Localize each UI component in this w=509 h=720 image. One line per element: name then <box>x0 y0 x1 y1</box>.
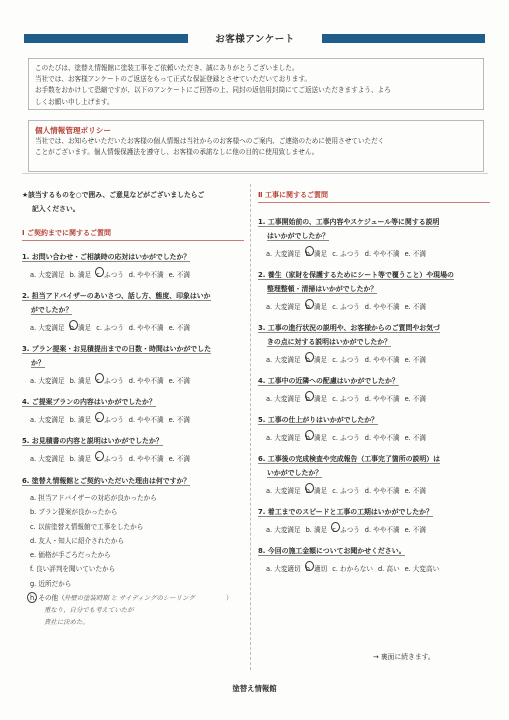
handwritten-note: 外壁の塗装時期 と サイディングのシーリング <box>64 594 195 603</box>
section-1-title: Ⅰ ご契約までに関するご質問 <box>22 229 112 237</box>
answer-option[interactable]: a. 大変満足 <box>266 303 301 311</box>
answer-option[interactable]: c. ふつう <box>96 324 124 332</box>
question-item <box>22 289 244 332</box>
answer-option[interactable]: e. 不満 <box>168 324 190 332</box>
question-item <box>258 321 490 364</box>
selection-circle-icon <box>305 430 314 440</box>
question-item <box>22 250 244 279</box>
header-bar-left <box>24 34 188 43</box>
selection-circle-icon <box>305 352 314 362</box>
question-text-wrap <box>258 215 490 243</box>
answer-options <box>22 453 244 463</box>
privacy-title: 個人情報管理ポリシー <box>35 126 111 135</box>
intro-box <box>28 58 484 110</box>
answer-option[interactable]: c. ふつう <box>332 303 360 311</box>
reason-item[interactable] <box>30 534 244 548</box>
answer-option[interactable]: c. ふつう <box>332 434 360 442</box>
answer-option[interactable]: e. 不満 <box>404 395 426 403</box>
answer-options <box>258 248 490 258</box>
selection-circle-icon <box>95 412 104 422</box>
answer-option[interactable]: d. やや不満 <box>364 487 400 495</box>
answer-option[interactable]: e. 大変高い <box>404 565 440 573</box>
question-text: 2. 養生（家財を保護するためにシート等で覆うこと）や現場の <box>258 271 454 279</box>
answer-option[interactable]: a. 大変満足 <box>30 377 65 385</box>
page-title: お客様アンケート <box>215 34 295 45</box>
answer-option[interactable]: d. やや不満 <box>364 250 400 258</box>
question-text: 4. ご提案プランの内容はいかがでしたか？ <box>22 398 156 406</box>
selection-circle-icon <box>305 561 314 571</box>
question-text: 5. 工事の仕上がりはいかがでしたか？ <box>258 416 379 424</box>
question-text: 2. 担当アドバイザーのあいさつ、話し方、態度、印象はいか <box>22 292 211 300</box>
selection-circle-icon <box>95 267 104 277</box>
question-text: 4. 工事中の近隣への配慮はいかがでしたか？ <box>258 377 399 385</box>
answer-option[interactable]: e. 不満 <box>404 356 426 364</box>
privacy-line: ことがございます。個人情報保護法を遵守し、お客様の承諾なしに他の目的に使用致しません。 <box>35 148 319 157</box>
header-bar-right <box>322 34 485 43</box>
selection-circle-icon <box>95 451 104 461</box>
question-text-wrap <box>258 452 490 480</box>
answer-option[interactable]: d. 高い <box>377 565 400 573</box>
answer-options <box>258 354 490 364</box>
answer-option[interactable]: b. 満足 <box>69 455 92 463</box>
answer-option[interactable]: b. 満足 <box>69 377 92 385</box>
question-text: きの点に対する説明はいかがでしたか？ <box>267 338 392 346</box>
section-2-title: Ⅱ 工事に関するご質問 <box>258 191 329 199</box>
reason-item[interactable] <box>30 491 244 505</box>
reason-item[interactable] <box>30 577 244 591</box>
right-column <box>258 188 490 573</box>
answer-option-selected[interactable]: b. 満足 <box>306 432 328 442</box>
intro-line: 当社では、お客様アンケートのご返送をもって正式な保証登録とさせていただいております。 <box>35 75 312 84</box>
question-text: 3. プラン提案・お見積提出までの日数・時間はいかがでした <box>22 345 211 353</box>
answer-option[interactable]: e. 不満 <box>168 377 190 385</box>
reason-text: a. 担当アドバイザーの対応が良かったから <box>30 494 157 502</box>
answer-option-selected[interactable]: b. 満足 <box>306 485 328 495</box>
answer-options <box>22 414 244 424</box>
question-6 <box>22 474 244 627</box>
answer-options <box>22 269 244 279</box>
reason-text: e. 価格が手ごろだったから <box>30 551 111 560</box>
reason-text: c. 以前塗替え情報館で工事をしたから <box>30 522 144 531</box>
question-text-wrap <box>22 434 244 448</box>
answer-option-selected[interactable]: b. 満足 <box>306 354 328 364</box>
answer-option[interactable]: d. やや不満 <box>364 434 400 442</box>
question-text-wrap <box>258 374 490 388</box>
question-text: 1. お問い合わせ・ご相談時の応対はいかがでしたか？ <box>22 253 191 261</box>
reason-text: b. プラン提案が良かったから <box>30 508 118 517</box>
question-item <box>22 434 244 463</box>
selection-circle-icon <box>305 246 314 256</box>
reason-item[interactable] <box>30 520 244 534</box>
answer-options <box>258 432 490 442</box>
question-text: 3. 工事の進行状況の説明や、お客様からのご質問やお気づ <box>258 324 440 332</box>
answer-option-selected[interactable]: b. 満足 <box>306 301 328 311</box>
selection-circle-icon <box>305 483 314 493</box>
section-1-questions <box>22 250 244 463</box>
answer-options <box>258 301 490 311</box>
answer-option[interactable]: a. 大変適切 <box>266 565 301 573</box>
question-text-wrap <box>258 544 490 558</box>
question-text-wrap <box>258 321 490 349</box>
question-item <box>258 268 490 311</box>
answer-option[interactable]: c. ふつう <box>332 395 360 403</box>
answer-option[interactable]: d. やや不満 <box>364 526 400 534</box>
q6-reason-list <box>22 491 244 627</box>
answer-option[interactable]: a. 大変満足 <box>30 455 65 463</box>
question-text: いかがでしたか？ <box>267 469 323 477</box>
answer-option[interactable]: a. 大変満足 <box>266 487 301 495</box>
answer-option[interactable]: d. やや不満 <box>364 303 400 311</box>
intro-line: このたびは、塗替え情報館に塗装工事をご依頼いただき、誠にありがとうございました。 <box>35 64 299 72</box>
section-divider <box>22 173 488 174</box>
close-paren: ） <box>226 594 233 603</box>
answer-option[interactable]: a. 大変満足 <box>266 526 301 534</box>
reason-text: g. 近所だから <box>30 579 72 588</box>
answer-option[interactable]: e. 不満 <box>168 455 190 463</box>
answer-options <box>22 322 244 332</box>
question-text-wrap <box>258 268 490 296</box>
answer-option[interactable]: e. 不満 <box>404 250 426 258</box>
question-text: 整理整頓・清掃はいかがでしたか？ <box>267 285 378 293</box>
answer-option[interactable]: b. 満足 <box>305 526 328 534</box>
answer-option[interactable]: d. やや不満 <box>128 324 164 332</box>
handwritten-note: 重なり、自分でも考えていたが <box>44 606 134 615</box>
question-item <box>258 544 490 573</box>
answer-option[interactable]: a. 大変満足 <box>30 416 65 424</box>
answer-option-selected[interactable]: b. 満足 <box>70 322 92 332</box>
answer-option[interactable]: e. 不満 <box>168 271 190 279</box>
intro-line: しくお願い申し上げます。 <box>35 97 114 106</box>
answer-option[interactable]: e. 不満 <box>404 526 426 534</box>
answer-option[interactable]: e. 不満 <box>404 303 426 311</box>
section-1-rule <box>22 240 244 241</box>
instruction-line: ★該当するものを○で囲み、ご意見などがございましたらご <box>22 191 205 199</box>
question-text: 1. 工事開始前の、工事内容やスケジュール等に関する説明 <box>258 218 440 226</box>
answer-options <box>258 524 490 534</box>
question-6-text: 6. 塗替え情報館とご契約いただいた理由は何ですか？ <box>22 477 191 485</box>
answer-option[interactable]: e. 不満 <box>168 416 190 424</box>
answer-option[interactable]: a. 大変満足 <box>266 356 301 364</box>
selection-circle-icon <box>27 592 37 603</box>
question-text: か？ <box>31 359 45 367</box>
answer-option[interactable]: d. やや不満 <box>128 271 164 279</box>
reason-item[interactable] <box>30 548 244 562</box>
selection-circle-icon <box>69 320 78 330</box>
selection-circle-icon <box>95 373 104 383</box>
answer-option[interactable]: a. 大変満足 <box>266 250 301 258</box>
answer-options <box>258 563 490 573</box>
answer-option[interactable]: d. やや不満 <box>128 377 164 385</box>
section-2-rule <box>258 202 490 203</box>
column-divider <box>250 184 251 670</box>
continued-note: → 裏面に続きます。 <box>373 653 435 661</box>
question-item <box>22 395 244 424</box>
answer-option[interactable]: a. 大変満足 <box>30 324 65 332</box>
answer-option[interactable]: e. 不満 <box>404 487 426 495</box>
reason-text: f. 良い評判を聞いていたから <box>30 565 116 574</box>
reason-item[interactable] <box>30 505 244 519</box>
answer-option[interactable]: a. 大変満足 <box>30 271 65 279</box>
selection-circle-icon <box>305 299 314 309</box>
question-text-wrap <box>258 505 490 519</box>
answer-option[interactable]: e. 不満 <box>404 434 426 442</box>
reason-text: d. 友人・知人に紹介されたから <box>30 536 125 545</box>
question-text-wrap <box>22 250 244 264</box>
question-text: はいかがでしたか？ <box>267 232 330 240</box>
reason-text: h. その他（ <box>30 594 65 603</box>
answer-option[interactable]: d. やや不満 <box>128 455 164 463</box>
answer-option[interactable]: c. ふつう <box>332 356 360 364</box>
question-item <box>258 505 490 534</box>
answer-option[interactable]: d. やや不満 <box>364 395 400 403</box>
answer-option-selected[interactable]: b. 満足 <box>306 393 328 403</box>
answer-options <box>258 485 490 495</box>
answer-option[interactable]: c. わからない <box>332 565 373 573</box>
selection-circle-icon <box>331 522 340 532</box>
answer-option-selected[interactable]: c. ふつう <box>332 524 360 534</box>
question-item <box>22 342 244 385</box>
question-item <box>258 413 490 442</box>
answer-option-selected[interactable]: b. 満足 <box>306 248 328 258</box>
question-text-wrap <box>22 342 244 370</box>
answer-option[interactable]: c. ふつう <box>332 487 360 495</box>
answer-option[interactable]: d. やや不満 <box>128 416 164 424</box>
question-text: がでしたか？ <box>31 306 73 314</box>
instruction-line: 記入ください。 <box>32 205 80 213</box>
answer-option-selected[interactable]: c. ふつう <box>96 414 124 424</box>
answer-options <box>22 375 244 385</box>
question-text-wrap <box>22 395 244 409</box>
answer-option[interactable]: b. 満足 <box>69 416 92 424</box>
privacy-line: 当社では、お知らせいただいたお客様の個人情報は当社からのお客様へのご案内、ご連絡のために使用させていただく <box>35 137 385 145</box>
handwritten-note: 貴社に決めた。 <box>44 618 89 627</box>
privacy-box <box>28 120 484 172</box>
answer-option[interactable]: a. 大変満足 <box>266 395 301 403</box>
answer-option-selected[interactable]: c. ふつう <box>96 375 124 385</box>
intro-line: お手数をおかけして恐縮ですが、以下のアンケートにご回答の上、同封の返信用封筒にてご返送いただきますよう、よろ <box>35 86 391 95</box>
answer-option[interactable]: b. 満足 <box>69 271 92 279</box>
answer-option-selected[interactable]: b. 適切 <box>306 563 328 573</box>
question-item <box>258 374 490 403</box>
question-text: 5. お見積書の内容と説明はいかがでしたか？ <box>22 437 163 445</box>
section-2-questions <box>258 215 490 573</box>
answer-option-selected[interactable]: c. ふつう <box>96 269 124 279</box>
answer-option-selected[interactable]: c. ふつう <box>96 453 124 463</box>
answer-option[interactable]: a. 大変満足 <box>266 434 301 442</box>
question-text: 8. 今回の施工金額についてお聞かせください。 <box>258 547 406 555</box>
reason-item[interactable] <box>30 562 244 576</box>
answer-option[interactable]: d. やや不満 <box>364 356 400 364</box>
answer-options <box>258 393 490 403</box>
question-text: 7. 着工までのスピードと工事の工期はいかがでしたか？ <box>258 508 433 516</box>
question-text-wrap <box>258 413 490 427</box>
question-item <box>258 215 490 258</box>
answer-option[interactable]: c. ふつう <box>332 250 360 258</box>
footer-company: 塗替え情報館 <box>232 684 277 693</box>
selection-circle-icon <box>305 391 314 401</box>
left-column <box>22 188 244 627</box>
question-text-wrap <box>22 289 244 317</box>
question-item <box>258 452 490 495</box>
question-text: 6. 工事後の完成検査や完成報告（工事完了箇所の説明）は <box>258 455 441 463</box>
reason-item-selected[interactable] <box>30 591 244 627</box>
